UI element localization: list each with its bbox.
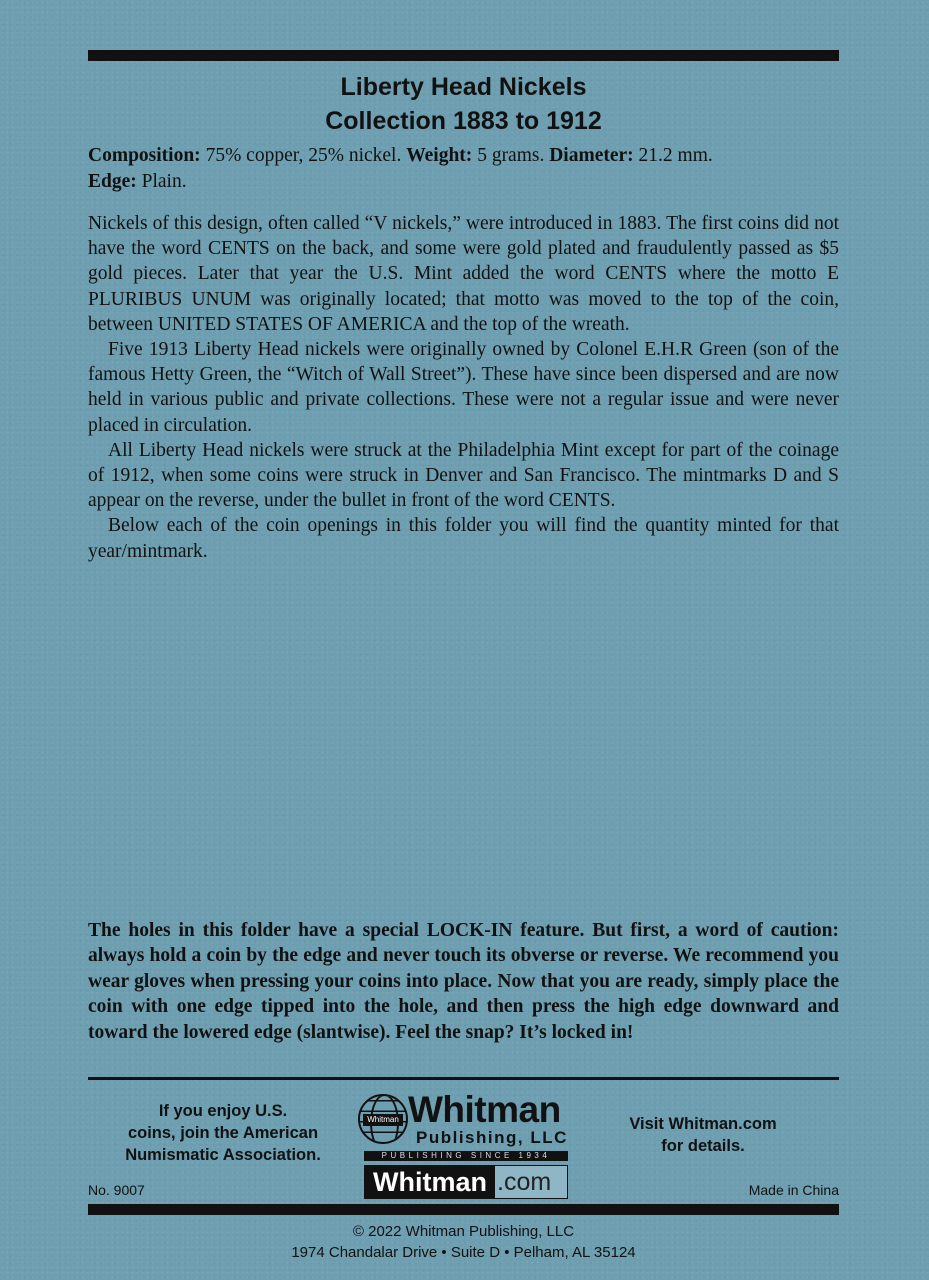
paragraph: Five 1913 Liberty Head nickels were originally owned by Colonel E.H.R Green (son of the famous Hetty Green, the “Witch of Wall Street”). These have since been dispersed and are now held in various public and private collections. These were not a regular issue and were never placed in circulation.	[88, 339, 839, 436]
copyright-line: © 2022 Whitman Publishing, LLC	[352, 1223, 575, 1240]
whitman-logo	[358, 1089, 570, 1200]
visit-line: for details.	[661, 1137, 745, 1155]
publisher-info	[88, 1221, 839, 1263]
visit-promo	[588, 1113, 818, 1157]
edge-label: Edge:	[88, 171, 137, 192]
globe-icon	[358, 1094, 408, 1144]
paragraph: Below each of the coin openings in this folder you will find the quantity minted for that year/mintmark.	[88, 515, 839, 562]
composition-label: Composition:	[88, 145, 201, 166]
ana-promo	[88, 1100, 358, 1166]
address-line: 1974 Chandalar Drive • Suite D • Pelham, AL 35124	[291, 1244, 636, 1261]
coin-specifications	[88, 143, 839, 195]
website-logo	[364, 1165, 568, 1199]
top-rule	[88, 50, 839, 61]
weight-label: Weight:	[406, 145, 473, 166]
logo-publishing: Publishing, LLC	[416, 1128, 568, 1147]
diameter-value: 21.2 mm.	[633, 145, 713, 166]
composition-value: 75% copper, 25% nickel.	[200, 145, 407, 166]
title-line-1: Liberty Head Nickels	[340, 73, 587, 101]
website-logo-name: Whitman	[365, 1166, 495, 1198]
country-of-manufacture: Made in China	[748, 1182, 839, 1198]
title-line-2: Collection 1883 to 1912	[325, 107, 602, 135]
logo-since-bar: PUBLISHING SINCE 1934	[364, 1151, 568, 1161]
website-logo-tld: .com	[497, 1168, 552, 1196]
folder-back-cover	[88, 0, 839, 1280]
paragraph: Nickels of this design, often called “V nickels,” were introduced in 1883. The first coins did not have the word CENTS on the back, and some were gold plated and fraudulently passed as $5 gold pieces. Later that year the U.S. Mint added the word CENTS where the motto E PLURIBUS UNUM was originally located; that motto was moved to the top of the coin, between UNITED STATES OF AMERICA and the top of the wreath.	[88, 213, 839, 335]
ana-line: Numismatic Association.	[125, 1146, 321, 1164]
middle-rule	[88, 1077, 839, 1080]
ana-line: If you enjoy U.S.	[158, 1102, 288, 1120]
ana-line: coins, join the American	[127, 1124, 319, 1142]
logo-wordmark: Whitman	[408, 1089, 561, 1130]
visit-line: Visit Whitman.com	[629, 1115, 777, 1133]
globe-label: Whitman	[363, 1114, 403, 1126]
page-title	[88, 70, 839, 138]
lock-in-instructions: The holes in this folder have a special LOCK-IN feature. But first, a word of caution: always hold a coin by the edge and never touch its obverse or reverse. We recommend you wear gloves when pressing your coins into place. Now that you are ready, simply place the coin with one edge tipped into the hole, and then press the high edge downward and toward the lowered edge (slantwise). Feel the snap? It’s locked in!	[88, 920, 839, 1043]
history-text	[88, 211, 839, 564]
weight-value: 5 grams.	[472, 145, 550, 166]
edge-value: Plain.	[136, 171, 187, 192]
paragraph: All Liberty Head nickels were struck at the Philadelphia Mint except for part of the coinage of 1912, when some coins were struck in Denver and San Francisco. The mintmarks D and S appear on the reverse, under the bullet in front of the word CENTS.	[88, 439, 839, 512]
bottom-rule	[88, 1204, 839, 1215]
diameter-label: Diameter:	[549, 145, 634, 166]
item-number: No. 9007	[88, 1182, 145, 1198]
